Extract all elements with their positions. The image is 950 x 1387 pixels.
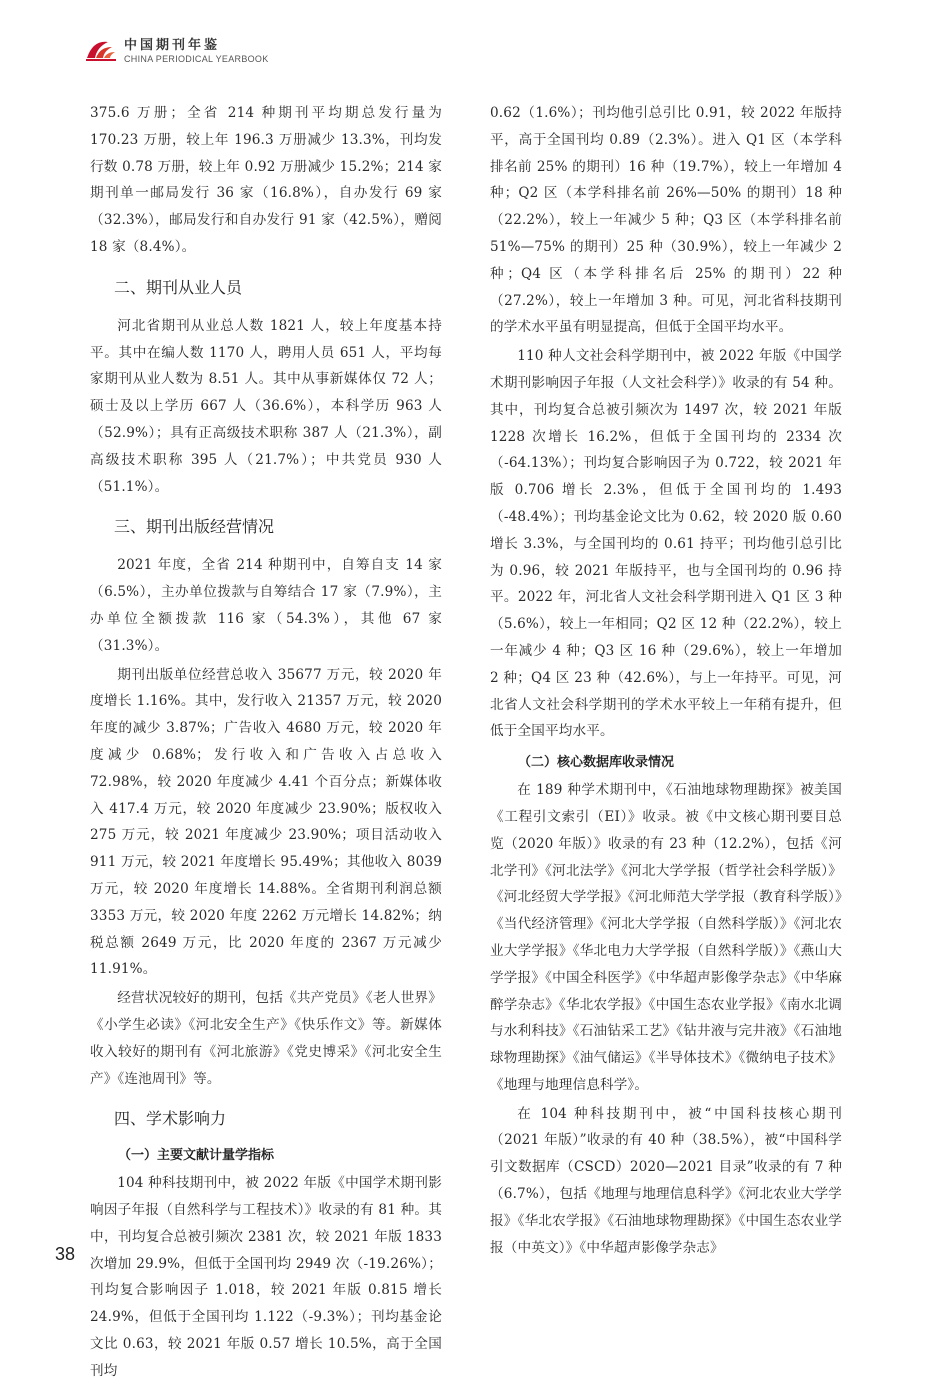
paragraph-top-journals: 经营状况较好的期刊，包括《共产党员》《老人世界》《小学生必读》《河北安全生产》《快乐作文》等。新媒体收入较好的期刊有《河北旅游》《党史博采》《河北安全生产》《连池周刊》等。 bbox=[90, 990, 442, 1087]
heading-operation: 三、期刊出版经营情况 bbox=[114, 517, 275, 537]
subheading-core-database: （二）核心数据库收录情况 bbox=[518, 755, 675, 771]
right-column bbox=[490, 100, 842, 1263]
paragraph-sci-tech-quartiles: 0.62（1.6%）；刊均他引总引比 0.91，较 2022 年版持平，高于全国刊均 0.89（2.3%）。进入 Q1 区（本学科排名前 25% 的期刊）16 种（19.7%），较上一年增加 4 种；Q2 区（本学科排名前 26%—50% 的期刊）18 种（22.2%），较上一年减少 5 种；Q3 区（本学科排名前 51%—75% 的期刊）25 种（30.9%），较上一年减少 2 种；Q4 区（本学科排名后 25% 的期刊）22 种（27.2%），较上一年增加 3 种。可见，河北省科技期刊的学术水平虽有明显提高，但低于全国平均水平。 bbox=[490, 105, 842, 336]
heading-staff: 二、期刊从业人员 bbox=[114, 277, 243, 297]
brand-english: CHINA PERIODICAL YEARBOOK bbox=[124, 53, 269, 64]
left-column bbox=[90, 100, 442, 1387]
paragraph-humanities-metrics: 110 种人文社会科学期刊中，被 2022 年版《中国学术期刊影响因子年报（人文社会科学）》收录的有 54 种。其中，刊均复合总被引频次为 1497 次，较 2021 年版 1228 次增长 16.2%，但低于全国刊均的 2334 次（-64.13%）；刊均复合影响因子为 0.722，较 2021 年版 0.706 增长 2.3%，但低于全国刊均的 1.493（-48.4%）；刊均基金论文比为 0.62，较 2020 版 0.60 增长 3.3%，与全国刊均的 0.61 持平；刊均他引总引比为 0.96，较 2021 年版持平，也与全国刊均的 0.96 持平。2022 年，河北省人文社会科学期刊进入 Q1 区 3 种（5.6%），较上一年相同；Q2 区 12 种（22.2%），较上一年减少 4 种；Q3 区 16 种（29.6%），较上一年增加 2 种；Q4 区 23 种（42.6%），与上一年持平。可见，河北省人文社会科学期刊的学术水平较上一年稍有提升，但低于全国平均水平。 bbox=[490, 348, 842, 740]
subheading-bibliometric: （一）主要文献计量学指标 bbox=[118, 1148, 275, 1164]
paragraph-revenue: 期刊出版单位经营总收入 35677 万元，较 2020 年度增长 1.16%。其中，发行收入 21357 万元，较 2020 年度的减少 3.87%；广告收入 4680 万元，较 2020 年度减少 0.68%；发行收入和广告收入占总收入 72.98%，较 2020 年度减少 4.41 个百分点；新媒体收入 417.4 万元，较 2020 年度减少 23.90%；版权收入 275 万元，较 2021 年度减少 23.90%；项目活动收入 911 万元，较 2021 年度增长 95.49%；其他收入 8039 万元，较 2020 年度增长 14.88%。全省期刊利润总额 3353 万元，较 2020 年度 2262 万元增长 14.82%；纳税总额 2649 万元，比 2020 年度的 2367 万元减少 11.91%。 bbox=[90, 666, 442, 978]
paragraph-distribution: 375.6 万册；全省 214 种期刊平均期总发行量为 170.23 万册，较上年 196.3 万册减少 13.3%，刊均发行数 0.78 万册，较上年 0.92 万册减少 15.2%；214 家期刊单一邮局发行 36 家（16.8%），自办发行 69 家（32.3%），邮局发行和自办发行 91 家（42.5%），赠阅 18 家（8.4%）。 bbox=[90, 105, 442, 255]
yearbook-logo-icon bbox=[84, 36, 118, 66]
paragraph-staff: 河北省期刊从业总人数 1821 人，较上年度基本持平。其中在编人数 1170 人，聘用人员 651 人，平均每家期刊从业人数为 8.51 人。其中从事新媒体仅 72 人；硕士及以上学历 667 人（36.6%），本科学历 963 人（52.9%）；具有正高级技术职称 387 人（21.3%），副高级技术职称 395 人（21.7%）；中共党员 930 人（51.1%）。 bbox=[90, 317, 442, 495]
paragraph-core-journals: 在 189 种学术期刊中，《石油地球物理勘探》被美国《工程引文索引（EI）》收录。被《中文核心期刊要目总览（2020 年版）》收录的有 23 种（12.2%），包括《河北学刊》《河北法学》《河北大学学报（哲学社会科学版）》《河北经贸大学学报》《河北师范大学学报（教育科学版）》《当代经济管理》《河北大学学报（自然科学版）》《河北农业大学学报》《华北电力大学学报（自然科学版）》《燕山大学学报》《中国全科医学》《中华超声影像学杂志》《中华麻醉学杂志》《华北农学报》《中国生态农业学报》《南水北调与水利科技》《石油钻采工艺》《钻井液与完井液》《石油地球物理勘探》《油气储运》《半导体技术》《微纳电子技术》《地理与地理信息科学》。 bbox=[490, 782, 842, 1093]
heading-academic: 四、学术影响力 bbox=[114, 1109, 227, 1129]
page-number: 38 bbox=[55, 1244, 76, 1264]
paragraph-cscd: 在 104 种科技期刊中，被“中国科技核心期刊（2021 年版）”收录的有 40 种（38.5%），被“中国科学引文数据库（CSCD）2020—2021 目录”收录的有 7 种（6.7%），包括《地理与地理信息科学》《河北农业大学学报》《华北农学报》《石油地球物理勘探》《中国生态农业学报（中英文）》《中华超声影像学杂志》 bbox=[490, 1105, 842, 1256]
brand-chinese: 中国期刊年鉴 bbox=[124, 37, 221, 53]
paragraph-sci-tech-metrics: 104 种科技期刊中，被 2022 年版《中国学术期刊影响因子年报（自然科学与工程技术）》收录的有 81 种。其中，刊均复合总被引频次 2381 次，较 2021 年版 1833 次增加 29.9%，但低于全国刊均 2949 次（-19.26%）；刊均复合影响因子 1.018，较 2021 年版 0.815 增长 24.9%，但低于全国刊均 1.122（-9.3%）；刊均基金论文比 0.63，较 2021 年版 0.57 增长 10.5%，高于全国刊均 bbox=[90, 1175, 442, 1379]
paragraph-funding: 2021 年度，全省 214 种期刊中，自筹自支 14 家（6.5%），主办单位拨款与自筹结合 17 家（7.9%），主办单位全额拨款 116 家（54.3%），其他 67 家（31.3%）。 bbox=[90, 557, 442, 654]
running-header bbox=[84, 36, 269, 66]
